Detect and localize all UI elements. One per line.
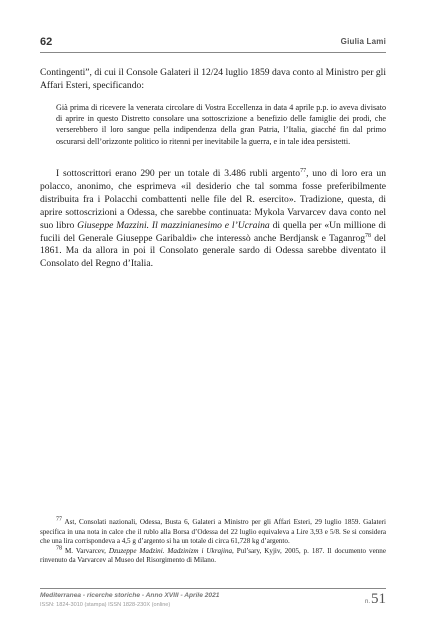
footnote-78-text-a: M. Varvarcev,	[62, 546, 109, 555]
footnotes	[40, 518, 386, 566]
footnote-78-text-b: , Pul’sary, Kyjiv, 2005, p. 187. Il documento venne rinvenuto da Varvarcev al Museo del Risorgimento di Milano.	[40, 546, 386, 565]
block-quote: Già prima di ricevere la venerata circolare di Vostra Eccellenza in data 4 aprile p.p. io aveva divisato di aprire in questo Distretto consolare una sottoscrizione a benefizio delle famiglie dei prodi, che verserebbero il loro sangue pella indipendenza della gran Patria, l’Italia, giacché fin dal primo oscurarsi dell’orizzonte politico io ritenni per inevitabile la guerra, e in tale idea persistetti.	[56, 103, 386, 146]
footnote-77-text: Ast, Consolati nazionali, Odessa, Busta 6, Galateri a Ministro per gli Affari Esteri, 29 luglio 1859. Galateri specifica in una nota in calce che il rublo alla Borsa d’Odessa del 22 luglio equivaleva a Lire 3,93 e 5/8. Se si considera che una lira corrispondeva a 4,5 g d’argento si ha un totale di circa 61,728 kg d’argento.	[40, 518, 386, 546]
footnote-78-marker: 78	[56, 545, 62, 552]
footnote-78-book-title: Dzuzeppe Madzini. Madzinizm i Ukrajina	[108, 546, 233, 555]
running-header	[40, 36, 386, 53]
page-number: 62	[40, 36, 53, 48]
paragraph-2-text-b: , uno di loro era un polacco, anonimo, che esprimeva «il desiderio che tal somma fosse preferibilmente distribuita fra i Polacchi combattenti nelle file del R. esercito». Tradizione, questa, di aprire sottoscrizioni a Odessa, che sarebbe continuata: Mykola Varvarcev dava conto nel suo libro	[40, 168, 386, 231]
paragraph-1: Contingenti”, di cui il Console Galateri il 12/24 luglio 1859 dava conto al Ministro per gli Affari Esteri, specificando:	[40, 67, 386, 91]
running-author: Giulia Lami	[340, 37, 386, 46]
footnote-ref-78[interactable]: 78	[365, 232, 372, 239]
paragraph-2	[40, 168, 386, 271]
footer-rule	[40, 588, 386, 589]
book-title: Giuseppe Mazzini. Il mazzinianesimo e l’Ucraina	[77, 219, 270, 231]
footnote-ref-77[interactable]: 77	[300, 167, 307, 174]
footnote-77	[40, 518, 386, 547]
footnote-78	[40, 547, 386, 566]
footnote-77-marker: 77	[56, 516, 62, 523]
paragraph-2-text-d: del 1861. Ma da allora in poi il Consolato generale sardo di Odessa sarebbe diventato il Consolato del Regno d’Italia.	[40, 232, 387, 270]
journal-name: Mediterranea - ricerche storiche - Anno XVIII - Aprile 2021	[40, 592, 220, 599]
paragraph-2-text-a: I sottoscrittori erano 290 per un totale di 3.486 rubli argento	[56, 168, 301, 179]
paragraph-2-text-c: di quella per «Un millione di fucili del Generale Giuseppe Garibaldi» che interessò anche Berdjansk e Taganrog	[40, 219, 386, 244]
footer-page-prefix: n.	[364, 599, 370, 605]
issn: ISSN: 1824-3010 (stampa) ISSN 1828-230X (online)	[40, 602, 171, 608]
footer-page-number	[365, 590, 386, 608]
footer-page-value: 51	[371, 591, 386, 607]
